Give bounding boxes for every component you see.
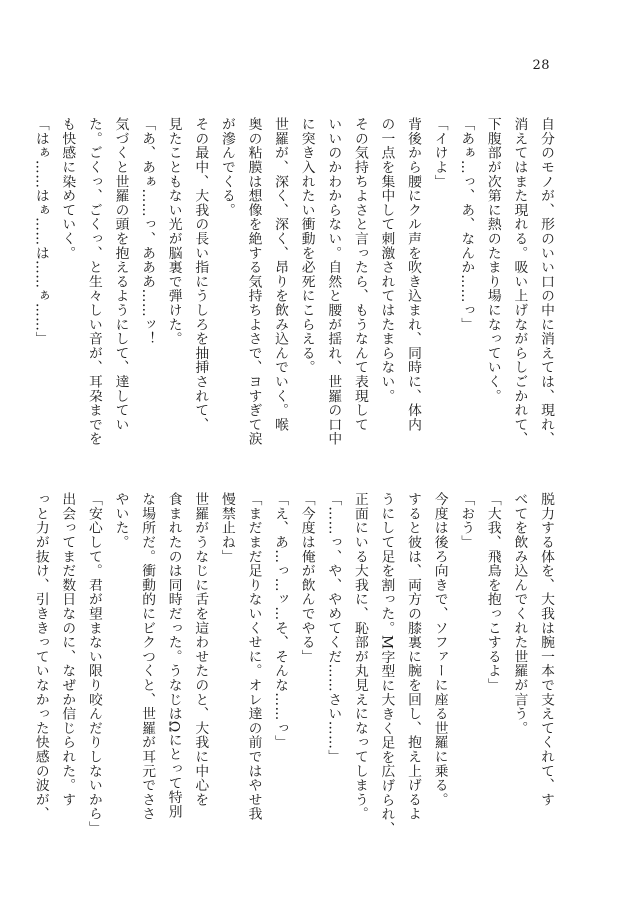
text-line: な場所だ。衝動的にビクつくと、世羅が耳元でささ: [139, 492, 156, 821]
text-line: 慢禁止ね」: [218, 492, 235, 564]
text-line: 正面にいる大我に、恥部が丸見えになってしまう。: [351, 492, 368, 821]
text-line: っと力が抜け、引ききっていなかった快感の波が、: [32, 492, 49, 821]
text-line: 見たこともない光が脳裏で弾けた。: [165, 117, 182, 346]
text-line: 「あぁ…っ、あ、なんか……っ」: [458, 117, 475, 332]
text-line: 自分のモノが、形のいい口の中に消えては、現れ、: [538, 117, 554, 446]
bottom-text-block: [27, 492, 559, 836]
page-number: 28: [532, 58, 550, 73]
text-line: 下腹部が次第に熱のたまり場になっていく。: [484, 117, 501, 403]
text-line: 奥の粘膜は想像を絶する気持ちよさで、ヨすぎて涙: [245, 117, 262, 446]
text-line: すると彼は、両方の膝裏に腕を回し、抱え上げるよ: [405, 492, 422, 821]
text-line: やいた。: [112, 492, 129, 550]
text-line: 気づくと世羅の頭を抱えるようにして、達してい: [112, 117, 129, 432]
text-line: 「イけよ」: [431, 117, 448, 189]
text-line: べてを飲み込んでくれた世羅が言う。: [511, 492, 528, 736]
text-line: の一点を集中して刺激されてはたまらない。: [378, 117, 395, 403]
text-line: 出会ってまだ数日なのに、なぜか信じられた。す: [59, 492, 76, 807]
text-line: 消えてはまた現れる。吸い上げながらしごかれて、: [511, 117, 528, 446]
text-line: が滲んでくる。: [218, 117, 235, 218]
text-line: に突き入れたい衝動を必死にこらえる。: [298, 117, 315, 375]
text-line: いいのかわからない。自然と腰が揺れ、世羅の口中: [325, 117, 342, 446]
text-line: 背後から腰にクル声を吹き込まれ、同時に、体内: [405, 117, 422, 432]
text-line: 食まれたのは同時だった。うなじはΩにとって特別: [165, 492, 182, 819]
text-line: も快感に染めていく。: [59, 117, 76, 260]
text-line: 「え、あ…っ…ッ…そ、そんな……っ」: [272, 492, 289, 750]
text-line: 「大我、飛鳥を抱っこするよ」: [484, 492, 501, 693]
text-line: た。ごくっ、ごくっ、と生々しい音が、耳朶までを: [85, 117, 102, 446]
text-line: 脱力する体を、大我は腕一本で支えてくれて、す: [538, 492, 554, 807]
top-text-block: [27, 117, 559, 446]
text-line: 「はぁ……はぁ……は……ぁ……」: [32, 117, 49, 346]
text-line: 世羅が、深く、深く、昂りを飲み込んでいく。喉: [272, 117, 289, 432]
text-line: 「今度は俺が飲んでやる」: [298, 492, 315, 664]
text-line: 「まだまだ足りないくせに。オレ達の前ではやせ我: [245, 492, 262, 821]
text-line: 「安心して。君が望まない限り咬んだりしないから」: [85, 492, 102, 836]
text-line: 「……っ、や、やめてくだ……さい……」: [325, 492, 342, 764]
text-line: うにして足を割った。M字型に大きく足を広げられ、: [378, 492, 395, 836]
text-line: 世羅がうなじに舌を這わせたのと、大我に中心を: [192, 492, 209, 807]
text-line: 「おう」: [458, 492, 475, 550]
text-line: その気持ちよさと言ったら、もうなんて表現して: [351, 117, 368, 432]
text-line: 「あ、あぁ……っ、あああ……ッ！: [139, 117, 156, 346]
text-line: その最中、大我の長い指にうしろを抽挿されて、: [192, 117, 209, 432]
text-line: 今度は後ろ向きで、ソファーに座る世羅に乗る。: [431, 492, 448, 807]
